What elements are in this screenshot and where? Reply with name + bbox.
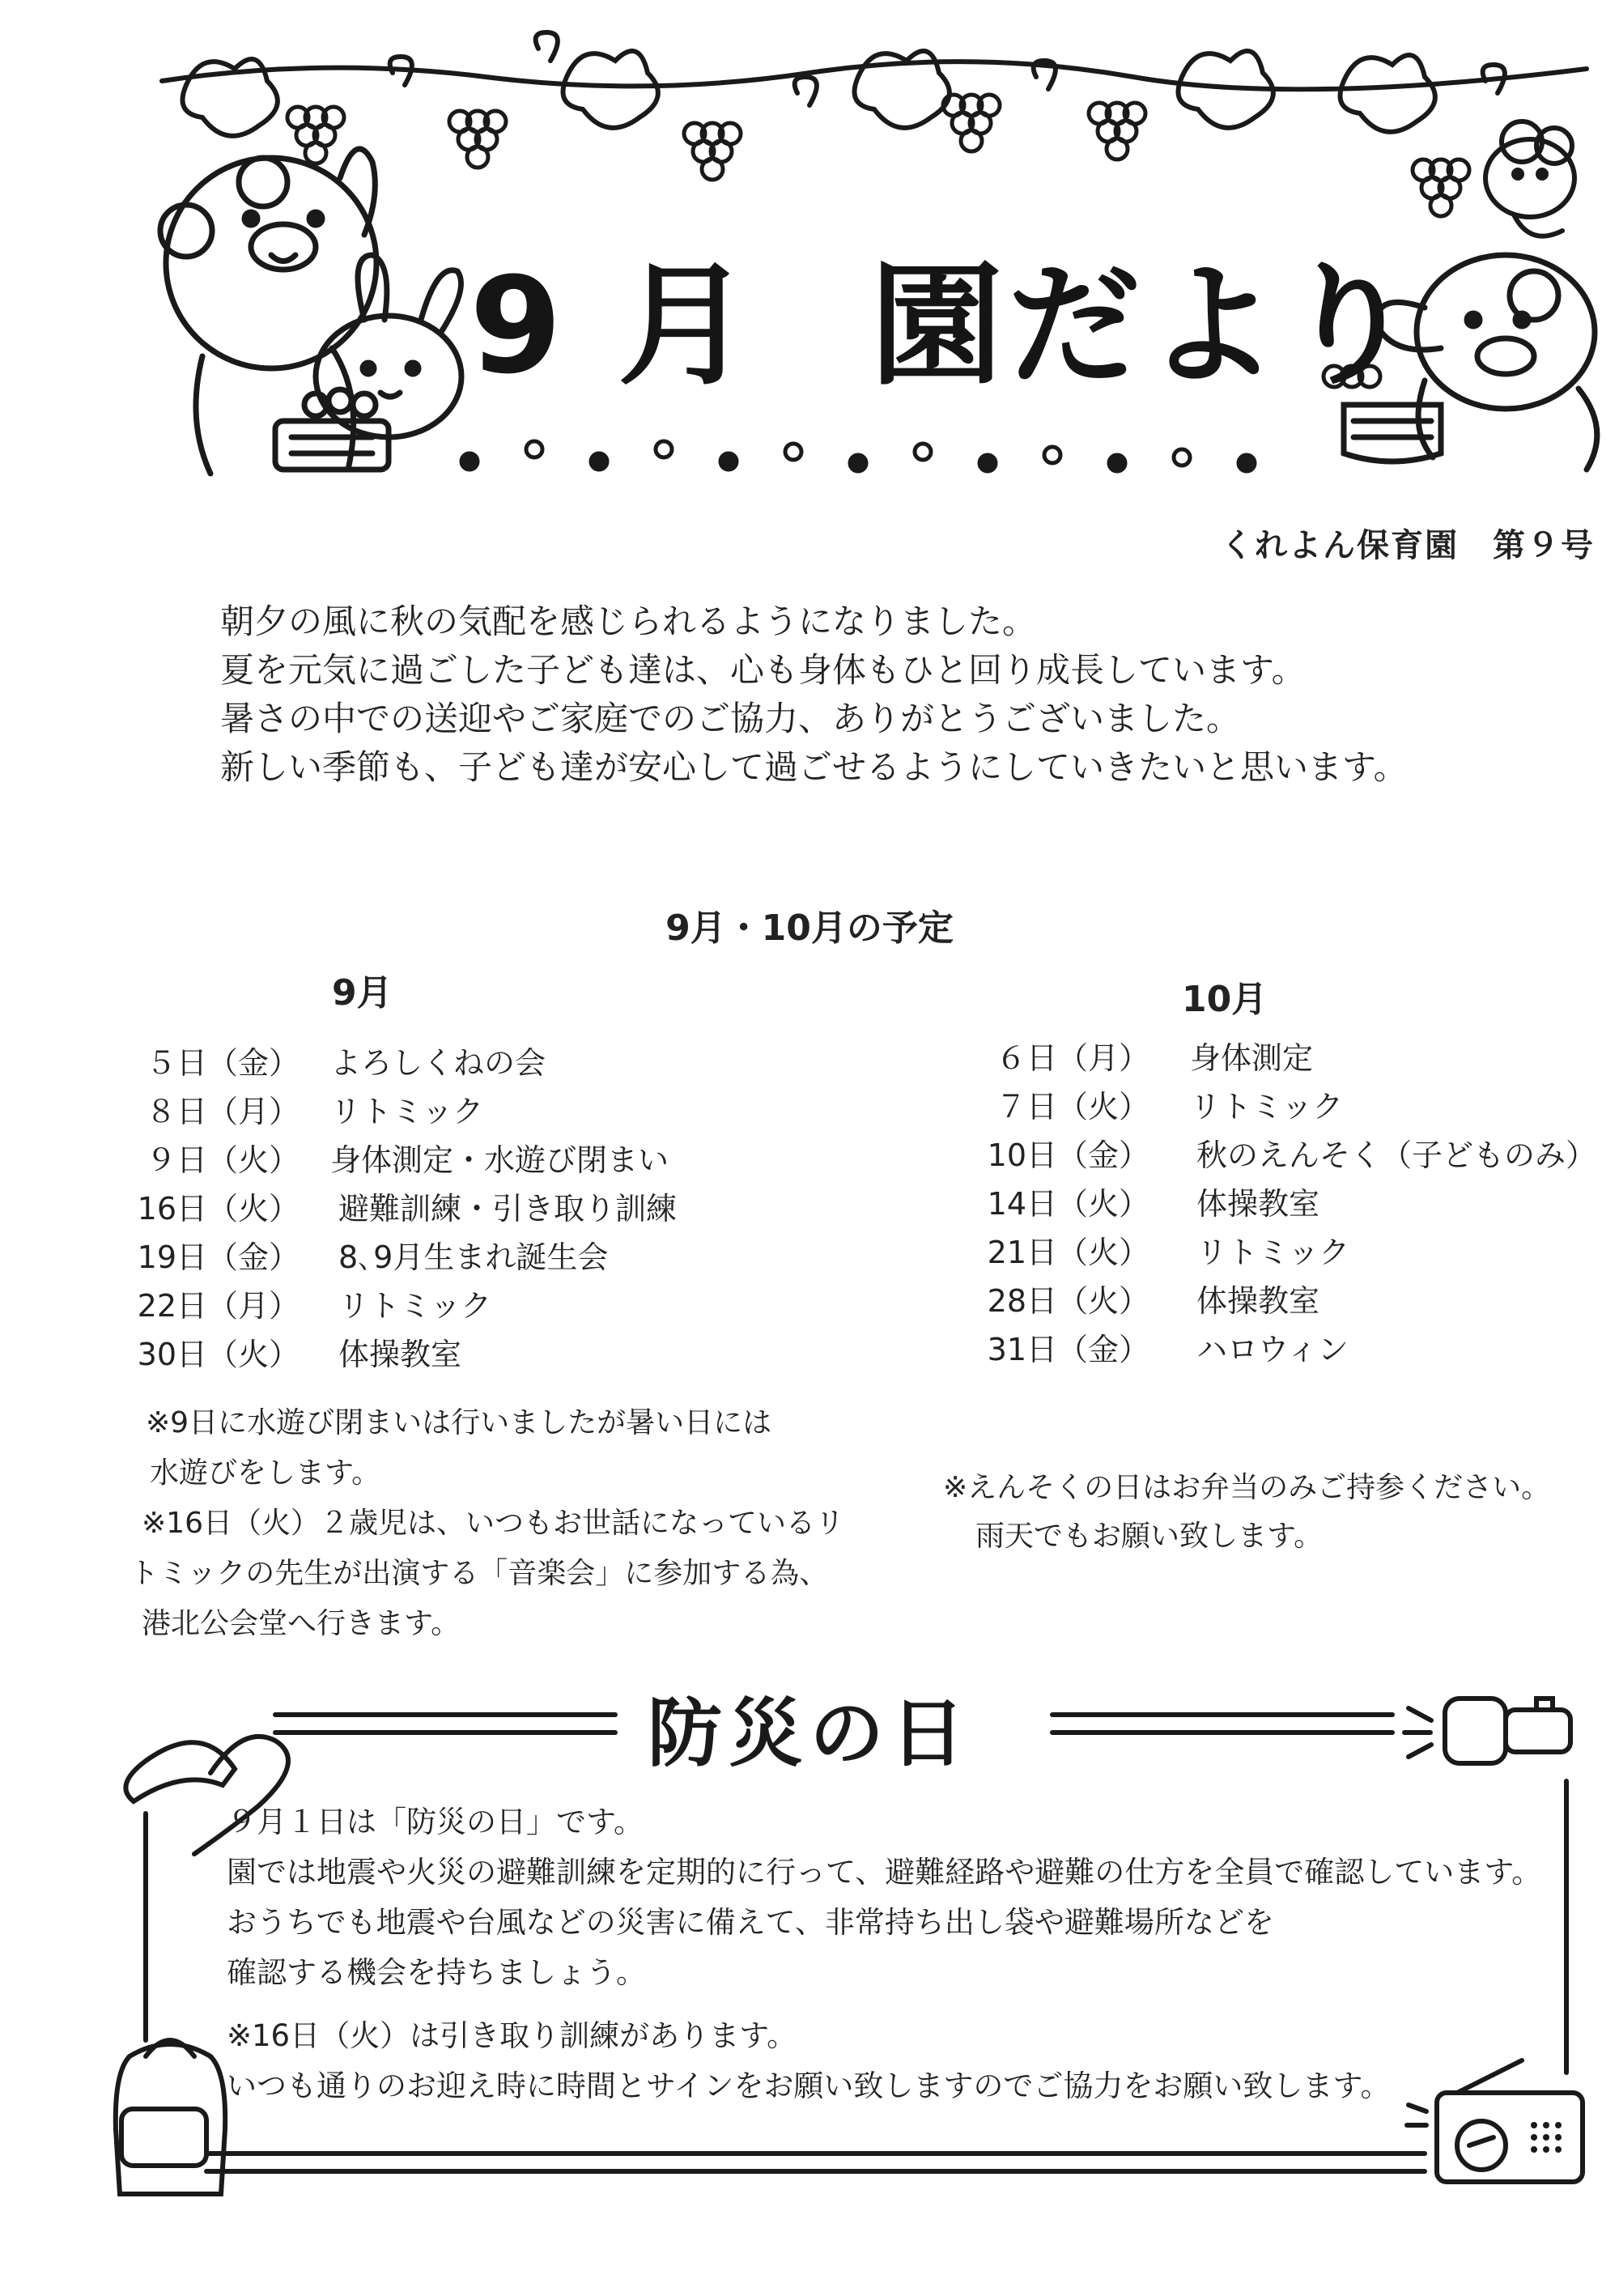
october-heading: 10月 — [1182, 979, 1268, 1020]
event-date: ７日（火） — [995, 1089, 1149, 1125]
schedule-title: 9月・10月の予定 — [665, 908, 954, 949]
october-note: 雨天でもお願い致します。 — [975, 1520, 1324, 1553]
event-date: 14日（火） — [987, 1186, 1149, 1222]
greeting-line: 新しい季節も、子ども達が安心して過ごせるようにしていきたいと思います。 — [220, 747, 1408, 787]
event-name: 体操教室 — [338, 1337, 462, 1372]
event-date: ９日（火） — [145, 1142, 300, 1178]
event-name: 体操教室 — [1196, 1186, 1320, 1222]
disaster-day-title: 防災の日 — [647, 1690, 971, 1777]
disaster-line: ９月１日は「防災の日」です。 — [227, 1805, 644, 1839]
october-note: ※えんそくの日はお弁当のみご持参ください。 — [943, 1471, 1551, 1504]
september-note: ※16日（火）２歳児は、いつもお世話になっているリ — [142, 1507, 844, 1540]
event-date: ５日（金） — [145, 1045, 300, 1081]
disaster-day-body — [227, 1797, 1541, 2111]
greeting-paragraph — [220, 597, 1408, 792]
disaster-line: ※16日（火）は引き取り訓練があります。 — [227, 2018, 797, 2053]
greeting-line: 暑さの中での送迎やご家庭でのご協力、ありがとうございました。 — [220, 699, 1241, 738]
event-name: 身体測定 — [1190, 1040, 1314, 1076]
event-name: リトミック — [330, 1094, 484, 1129]
grape-vine-border — [162, 32, 1587, 136]
event-date: 10日（金） — [987, 1137, 1149, 1173]
issue-line: くれよん保育園 第９号 — [1221, 527, 1595, 564]
event-date: 19日（金） — [137, 1239, 300, 1275]
september-heading: 9月 — [332, 972, 393, 1014]
title-month: 9 月 — [470, 249, 756, 403]
event-date: 21日（火） — [987, 1235, 1149, 1270]
event-name: 体操教室 — [1196, 1283, 1320, 1319]
september-note: ※9日に水遊び閉まいは行いましたが暑い日には — [146, 1406, 772, 1439]
event-date: 31日（金） — [987, 1332, 1149, 1367]
event-name: 身体測定・水遊び閉まい — [330, 1142, 669, 1178]
event-name: リトミック — [338, 1288, 492, 1324]
disaster-line: 園では地震や火災の避難訓練を定期的に行って、避難経路や避難の仕方を全員で確認しています。 — [227, 1855, 1542, 1890]
disaster-line: おうちでも地震や台風などの災害に備えて、非常持ち出し袋や避難場所などを — [227, 1905, 1274, 1940]
mouse-illustration — [1485, 121, 1574, 236]
bead-row — [461, 441, 1255, 471]
event-name: リトミック — [1190, 1089, 1344, 1125]
event-name: 8､9月生まれ誕生会 — [338, 1239, 609, 1275]
event-date: 28日（火） — [987, 1283, 1149, 1319]
event-date: ６日（月） — [995, 1040, 1149, 1076]
september-note: 水遊びをします。 — [150, 1456, 381, 1490]
event-name: 秋のえんそく（子どものみ） — [1196, 1137, 1597, 1173]
event-date: 16日（火） — [137, 1191, 300, 1227]
event-date: 22日（月） — [137, 1288, 300, 1324]
event-name: よろしくねの会 — [330, 1045, 546, 1081]
event-name: 避難訓練・引き取り訓練 — [338, 1191, 678, 1227]
greeting-line: 朝夕の風に秋の気配を感じられるようになりました。 — [220, 602, 1037, 641]
title-main: 園だより — [870, 249, 1421, 403]
disaster-line: いつも通りのお迎え時に時間とサインをお願い致しますのでご協力をお願い致します。 — [227, 2069, 1391, 2103]
september-note: 港北公会堂へ行きます。 — [142, 1607, 461, 1640]
event-name: リトミック — [1196, 1235, 1350, 1270]
event-date: 30日（火） — [137, 1337, 300, 1372]
disaster-line: 確認する機会を持ちましょう。 — [227, 1955, 646, 1990]
event-date: ８日（月） — [145, 1094, 300, 1129]
event-name: ハロウィン — [1196, 1332, 1349, 1367]
greeting-line: 夏を元気に過ごした子ども達は、心も身体もひと回り成長しています。 — [220, 650, 1306, 690]
september-note: トミックの先生が出演する「音楽会」に参加する為、 — [130, 1557, 829, 1590]
